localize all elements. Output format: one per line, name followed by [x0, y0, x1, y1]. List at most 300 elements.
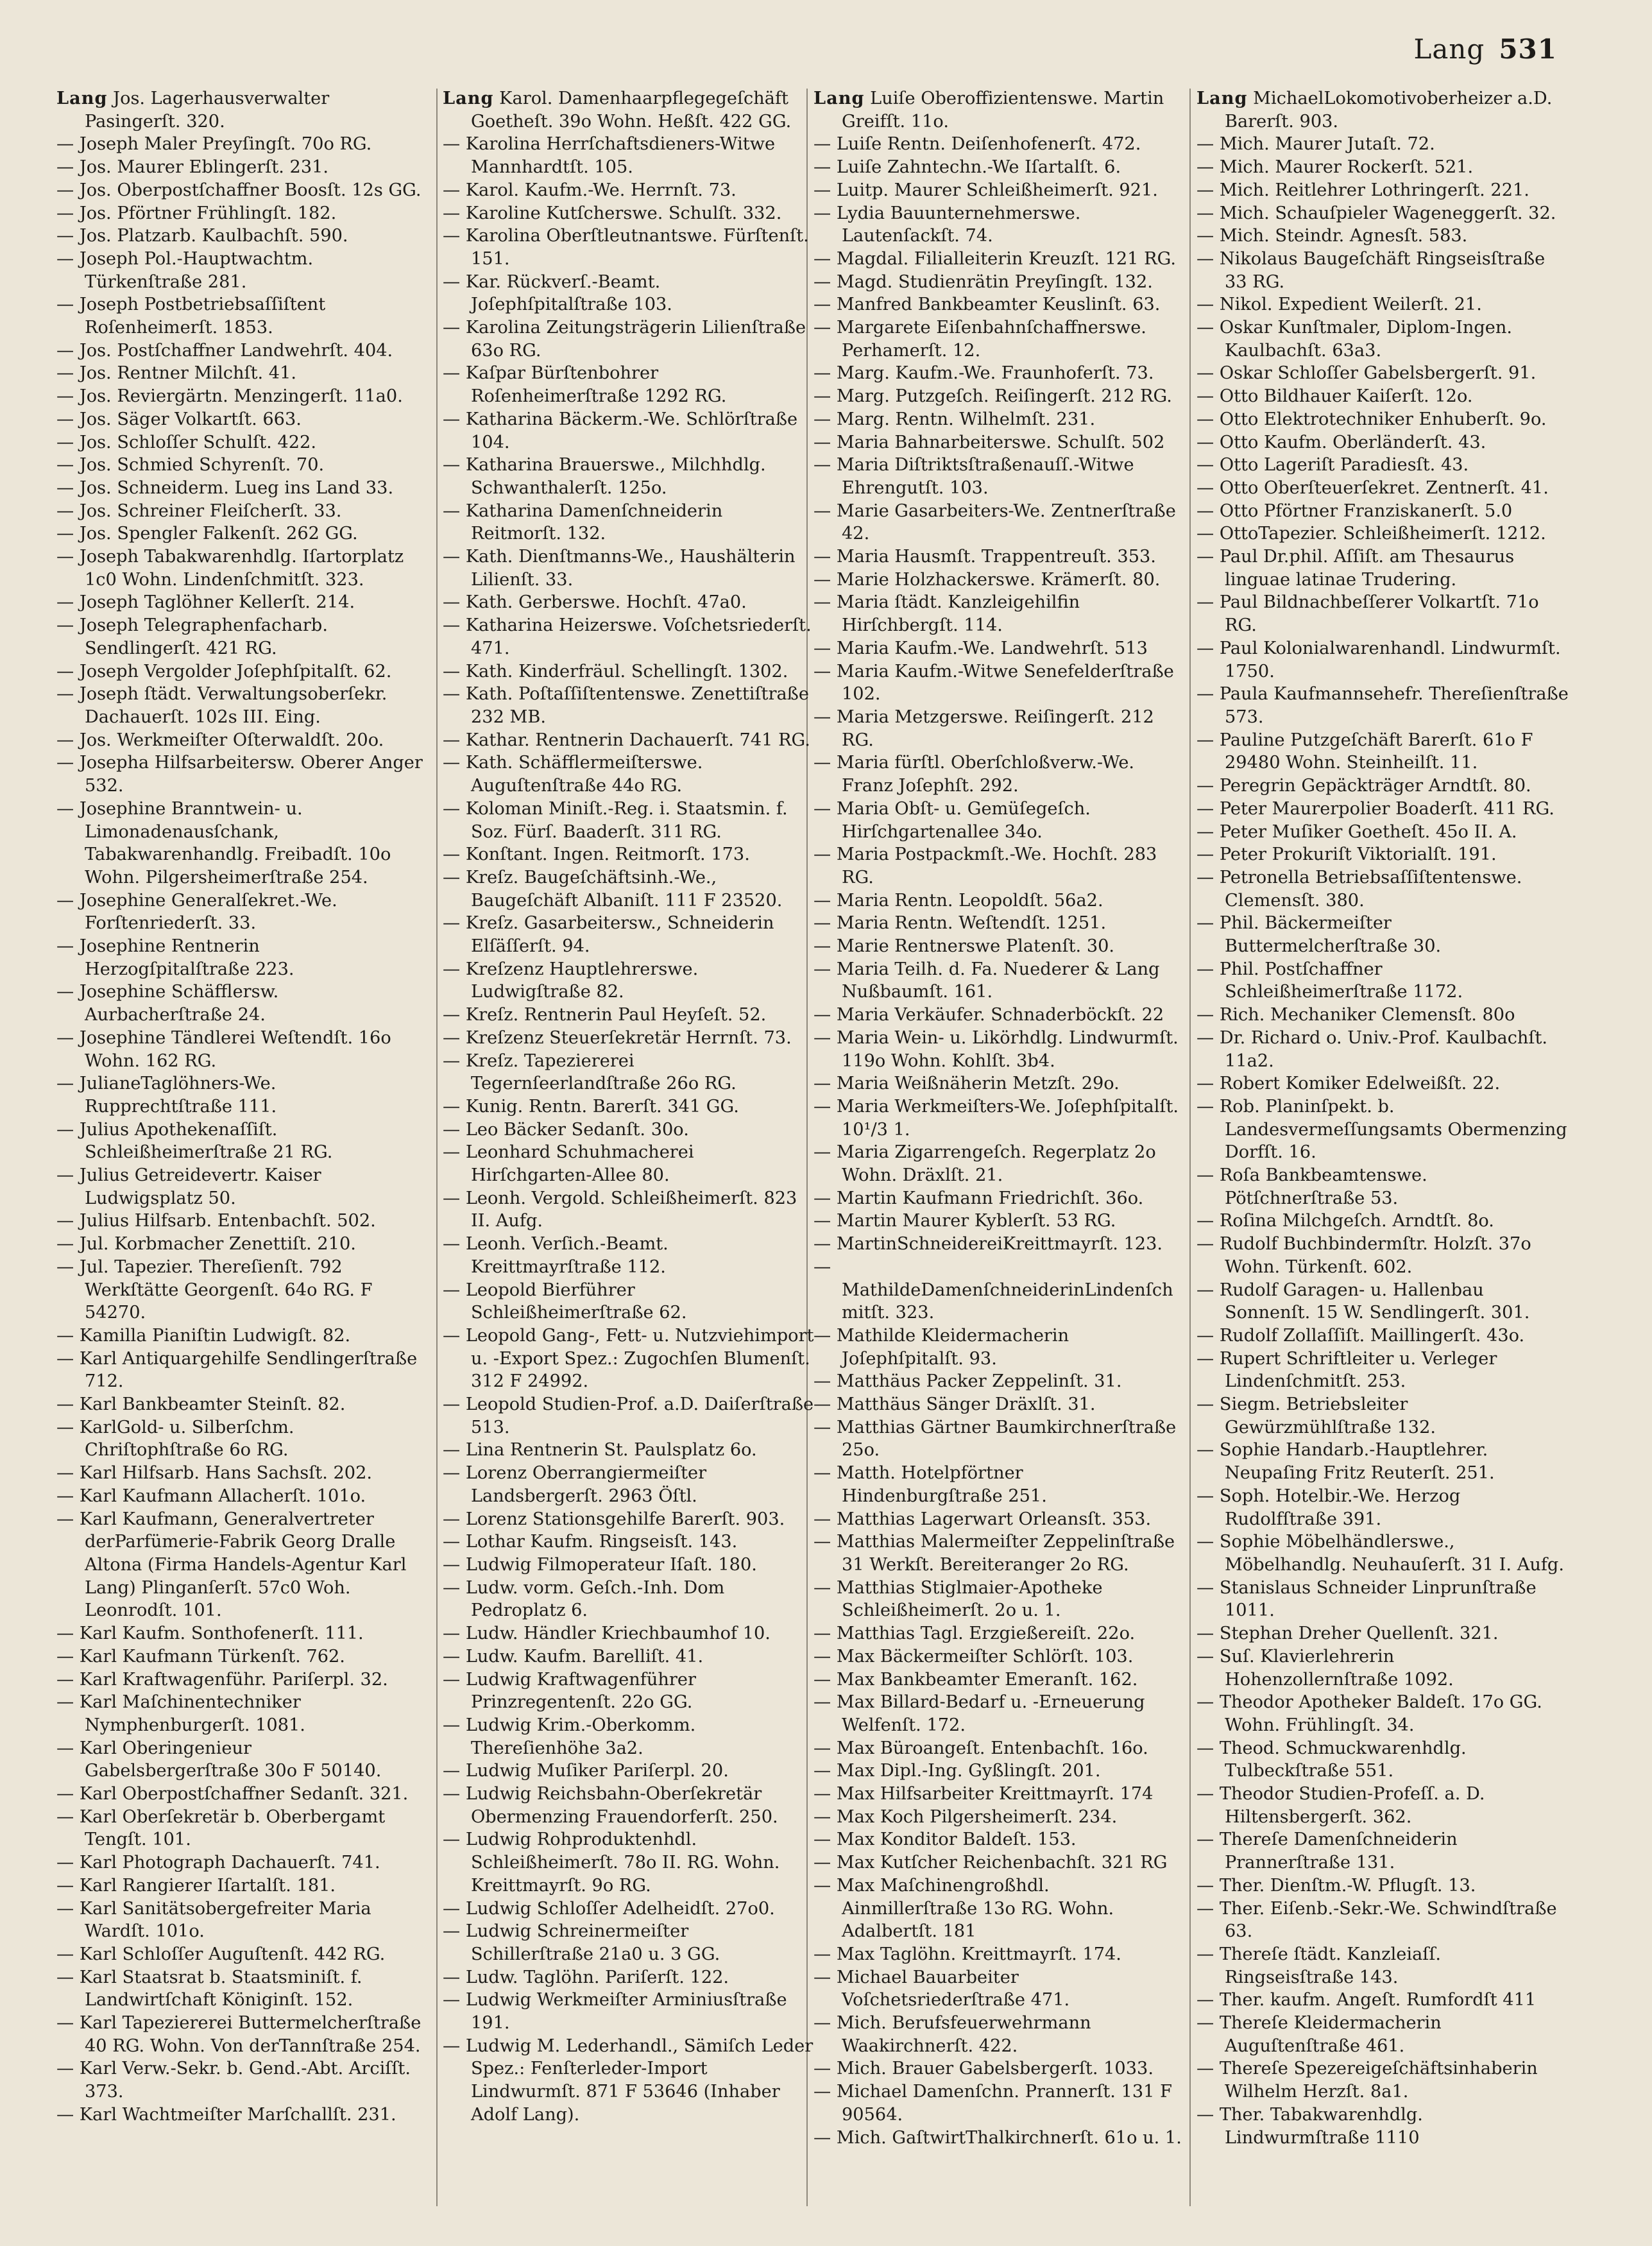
entry-text: — Stanislaus Schneider Linprunſtraße 1011. [1196, 1577, 1537, 1621]
directory-entry [1196, 362, 1569, 385]
directory-entry [56, 1645, 429, 1668]
entry-text: — Karolina Oberſtleutnantswe. Fürſtenſt. 151. [443, 226, 809, 269]
directory-entry [813, 248, 1186, 271]
entry-text: — Jos. Säger Volkartſt. 663. [56, 409, 302, 429]
page-number: 531 [1499, 33, 1557, 65]
entry-text: — Kamilla Pianiſtin Ludwigſt. 82. [56, 1325, 351, 1346]
directory-entry [56, 2104, 429, 2127]
directory-entry [56, 1622, 429, 1645]
directory-entry [56, 614, 429, 660]
entry-text: — Otto Pförtner Franziskanerſt. 5.0 [1196, 501, 1513, 521]
entry-text: — Sophie Handarb.-Hauptlehrer. Neupaſing Fritz Reuterſt. 251. [1196, 1440, 1495, 1484]
entry-text: — Karolina Herrſchaftsdieners-Witwe Mannhardtſt. 105. [443, 134, 776, 178]
entry-text: — Sophie Möbelhändlerswe., Möbelhandlg. Neuhauſerſt. 31 I. Aufg. [1196, 1532, 1564, 1575]
directory-entry [443, 1898, 815, 1921]
directory-entry [813, 2057, 1186, 2080]
directory-entry [813, 1943, 1186, 1966]
entry-text: — Julius Apothekenaſſiſt. Schleißheimerſtraße 21 RG. [56, 1119, 333, 1163]
entry-text: — Thereſe Spezereigeſchäftsinhaberin Wilhelm Herzſt. 8a1. [1196, 2059, 1538, 2102]
entry-text: — Matthias Lagerwart Orleansſt. 353. [813, 1509, 1152, 1529]
entry-text: — Joseph ſtädt. Verwaltungsoberſekr. Dachauerſt. 102s III. Eing. [56, 684, 387, 727]
directory-entry [1196, 522, 1569, 545]
directory-entry [56, 729, 429, 752]
directory-entry [813, 385, 1186, 408]
directory-entry [443, 843, 815, 866]
entry-text: — Nikol. Expedient Weilerſt. 21. [1196, 295, 1482, 315]
directory-entry [56, 87, 429, 133]
directory-entry [813, 87, 1186, 133]
directory-entry [443, 362, 815, 407]
entry-text: — Karl Kaufm. Sonthofenerſt. 111. [56, 1624, 364, 1644]
entry-text: — Katharina Damenſchneiderin Reitmorſt. 132. [443, 501, 723, 544]
entry-text: — Karl Verw.-Sekr. b. Gend.-Abt. Arciſſt. 373. [56, 2059, 411, 2102]
directory-entry [443, 1508, 815, 1531]
directory-entry [813, 202, 1186, 248]
entry-text: — Maria Zigarrengeſch. Regerplatz 2o Wohn. Dräxlſt. 21. [813, 1142, 1156, 1186]
directory-entry [443, 751, 815, 797]
entry-text: — Kath. Schäfflermeiſterswe. Auguſtenſtraße 44o RG. [443, 753, 703, 796]
entry-text: — Ther. kaufm. Angeſt. Rumfordſt 411 [1196, 1990, 1537, 2010]
directory-entry [56, 293, 429, 339]
entry-text: — Karl Kaufmann Allacherſt. 101o. [56, 1486, 366, 1506]
directory-entry [1196, 1622, 1569, 1645]
entry-text: — MartinSchneidereiKreittmayrſt. 123. [813, 1234, 1163, 1255]
directory-entry [1196, 821, 1569, 844]
directory-entry [56, 889, 429, 935]
column-divider [1189, 89, 1191, 2206]
directory-entry [56, 1966, 429, 2012]
directory-entry [443, 1622, 815, 1645]
entry-text: — Leo Bäcker Sedanſt. 30o. [443, 1119, 689, 1140]
directory-entry [813, 271, 1186, 294]
entry-text: — Otto Bildhauer Kaiſerſt. 12o. [1196, 386, 1473, 407]
entry-text: — Karol. Kaufm.-We. Herrnſt. 73. [443, 180, 737, 200]
directory-entry [56, 362, 429, 385]
directory-entry [443, 729, 815, 752]
entry-text: — Petronella Betriebsaſſiſtentenswe. Clemensſt. 380. [1196, 867, 1522, 911]
entry-text: — Matthias Stiglmaier-Apotheke Schleißheimerſt. 2o u. 1. [813, 1577, 1103, 1621]
directory-entry [443, 798, 815, 843]
directory-entry [813, 1462, 1186, 1507]
entry-text: — Ludwig Muſiker Pariſerpl. 20. [443, 1761, 729, 1781]
entry-text: — Otto Elektrotechniker Enhuberſt. 9o. [1196, 409, 1547, 429]
entry-text: — Rupert Schriftleiter u. Verleger Lindenſchmitſt. 253. [1196, 1348, 1497, 1392]
entry-text: — Ther. Tabakwarenhdlg. Lindwurmſtraße 1110 [1196, 2104, 1423, 2148]
entry-text: — Lothar Kaufm. Ringseisſt. 143. [443, 1532, 738, 1552]
directory-entry [443, 545, 815, 591]
entry-text: — Kath. Gerberswe. Hochſt. 47a0. [443, 592, 747, 613]
entry-text: — Mich. GaſtwirtThalkirchnerſt. 61o u. 1. [813, 2127, 1182, 2148]
directory-entry [1196, 866, 1569, 912]
directory-entry [56, 133, 429, 156]
directory-entry [813, 1210, 1186, 1233]
entry-surname: Lang [813, 88, 865, 108]
directory-entry [443, 408, 815, 454]
directory-entry [813, 431, 1186, 454]
directory-entry [813, 1530, 1186, 1576]
entry-text: — Maria Verkäufer. Schnaderböckſt. 22 [813, 1005, 1164, 1025]
directory-entry [813, 1370, 1186, 1393]
entry-text: — Jul. Tapezier. Thereſienſt. 792 Werkſtätte Georgenſt. 64o RG. F 54270. [56, 1256, 373, 1323]
entry-text: — Josephine Schäfflersw. Aurbacherſtraße 24. [56, 982, 279, 1025]
entry-text: — Marie Holzhackerswe. Krämerſt. 80. [813, 569, 1161, 590]
directory-entry [1196, 1828, 1569, 1874]
directory-entry [1196, 545, 1569, 591]
entry-text: — Karl Maſchinentechniker Nymphenburgerſt. 1081. [56, 1692, 305, 1735]
directory-entry [443, 1393, 815, 1439]
directory-entry [56, 1256, 429, 1324]
directory-entry [443, 1233, 815, 1278]
entry-text: — Theodor Studien-Profeſſ. a. D. Hiltensbergerſt. 362. [1196, 1784, 1485, 1827]
directory-entry [1196, 1210, 1569, 1233]
directory-entry [56, 1508, 429, 1623]
entry-text: — Mich. Schauſpieler Wageneggerſt. 32. [1196, 203, 1556, 223]
entry-text: — Rudolf Buchbindermſtr. Holzſt. 37o Wohn. Türkenſt. 602. [1196, 1234, 1531, 1277]
directory-entry [443, 912, 815, 957]
entry-text: — Maria Hausmſt. Trappentreuſt. 353. [813, 547, 1156, 567]
directory-entry [443, 1141, 815, 1187]
directory-entry [443, 454, 815, 499]
directory-entry [443, 316, 815, 362]
entry-text: — Kaſpar Bürſtenbohrer Roſenheimerſtraße 1292 RG. [443, 363, 727, 407]
directory-entry [443, 202, 815, 225]
directory-entry [1196, 454, 1569, 477]
directory-entry [56, 1874, 429, 1898]
directory-entry [56, 431, 429, 454]
directory-entry [56, 683, 429, 728]
entry-text: — Julius Getreidevertr. Kaiser Ludwigsplatz 50. [56, 1165, 321, 1208]
directory-entry [813, 1256, 1186, 1324]
entry-text: — Martin Kaufmann Friedrichſt. 36o. [813, 1188, 1144, 1208]
entry-text: — Paul Dr.phil. Aſſiſt. am Thesaurus linguae latinae Trudering. [1196, 547, 1515, 590]
directory-entry [56, 408, 429, 431]
directory-entry [1196, 1943, 1569, 1989]
directory-entry [443, 1050, 815, 1095]
directory-entry [56, 385, 429, 408]
directory-entry [1196, 133, 1569, 156]
entry-text: — Kath. Dienſtmanns-We., Haushälterin Lilienſt. 33. [443, 547, 796, 590]
entry-text: — OttoTapezier. Schleißheimerſt. 1212. [1196, 524, 1546, 544]
entry-text: — Kathar. Rentnerin Dachauerſt. 741 RG. [443, 730, 810, 750]
entry-text: — Karolina Zeitungsträgerin Lilienſtraße 63o RG. [443, 318, 806, 361]
entry-text: — Karl Wachtmeiſter Marſchallſt. 231. [56, 2104, 396, 2125]
directory-entry [813, 1095, 1186, 1141]
entry-text: — Marg. Kaufm.-We. Fraunhoferſt. 73. [813, 363, 1154, 384]
entry-text: — Jos. Werkmeiſter Oſterwaldſt. 20o. [56, 730, 384, 750]
entry-text: — Mich. Maurer Jutaſt. 72. [1196, 134, 1435, 155]
entry-text: — Max Bankbeamter Emeranſt. 162. [813, 1669, 1138, 1690]
entry-text: — Karl Sanitätsobergefreiter Maria Wardſt. 101o. [56, 1898, 371, 1942]
directory-entry [813, 545, 1186, 569]
directory-entry [56, 1806, 429, 1851]
entry-text: — Mich. Berufsfeuerwehrmann Waakirchnerſt. 422. [813, 2013, 1091, 2056]
entry-text: — Rich. Mechaniker Clemensſt. 80o [1196, 1005, 1515, 1025]
directory-entry [1196, 1577, 1569, 1622]
directory-entry [1196, 1393, 1569, 1439]
directory-entry [443, 500, 815, 545]
directory-entry [443, 1027, 815, 1050]
column-divider [436, 89, 438, 2206]
entry-text: — Josephine Tändlerei Weſtendſt. 16o Wohn. 162 RG. [56, 1027, 391, 1071]
directory-entry [813, 1416, 1186, 1462]
entry-text: — Jos. Reviergärtn. Menzingerſt. 11a0. [56, 386, 403, 407]
entry-text: — Ludwig Krim.-Oberkomm. Thereſienhöhe 3a2. [443, 1715, 696, 1758]
directory-entry [56, 1485, 429, 1508]
directory-entry [56, 1943, 429, 1966]
directory-entry [813, 1851, 1186, 1874]
entry-text: Luiſe Oberoffizientenswe. Martin Greifſt. 11o. [842, 89, 1164, 132]
directory-entry [56, 248, 429, 293]
directory-entry [56, 179, 429, 202]
entry-text: — Ludwig Schloſſer Adelheidſt. 27o0. [443, 1898, 775, 1919]
directory-entry [1196, 2057, 1569, 2103]
directory-entry [1196, 1027, 1569, 1072]
entry-text: — Roſa Bankbeamtenswe. Pötſchnerſtraße 53. [1196, 1165, 1427, 1208]
directory-entry [56, 1416, 429, 1462]
entry-text: — Theod. Schmuckwarenhdlg. Tulbeckſtraße 551. [1196, 1738, 1467, 1781]
entry-text: — Ludwig Schreinermeiſter Schillerſtraße 21a0 u. 3 GG. [443, 1921, 720, 1964]
directory-entry [813, 1760, 1186, 1783]
entry-text: — Jos. Maurer Eblingerſt. 231. [56, 157, 329, 178]
directory-entry [56, 1668, 429, 1692]
entry-text: — Ludwig Werkmeiſter Arminiusſtraße 191. [443, 1990, 787, 2034]
directory-entry [1196, 798, 1569, 821]
directory-entry [813, 408, 1186, 431]
entry-text: — Leonhard Schuhmacherei Hirſchgarten-Allee 80. [443, 1142, 694, 1186]
entry-text: — Lorenz Oberrangiermeiſter Landsbergerſt. 2963 Öſtl. [443, 1463, 707, 1506]
directory-entry [1196, 385, 1569, 408]
entry-text: — Thereſe ſtädt. Kanzleiaſſ. Ringseisſtraße 143. [1196, 1944, 1442, 1987]
entry-text: — Leopold Studien-Prof. a.D. Daiſerſtraße 513. [443, 1394, 814, 1437]
entry-text: — Joseph Tabakwarenhdlg. Iſartorplatz 1c0 Wohn. Lindenſchmitſt. 323. [56, 547, 404, 590]
directory-entry [1196, 1645, 1569, 1691]
entry-text: — Kreſz. Baugeſchäftsinh.-We., Baugeſchäft Albaniſt. 111 F 23520. [443, 867, 783, 911]
directory-entry [56, 500, 429, 523]
directory-entry [56, 1851, 429, 1874]
entry-text: — Kreſzenz Steuerſekretär Herrnſt. 73. [443, 1027, 792, 1048]
entry-text: — Ludwig Reichsbahn-Oberſekretär Obermenzing Frauendorferſt. 250. [443, 1784, 778, 1827]
directory-entry [813, 751, 1186, 797]
directory-entry [56, 339, 429, 363]
directory-entry [813, 1737, 1186, 1760]
entry-text: — Pauline Putzgeſchäft Barerſt. 61o F 29480 Wohn. Steinheilſt. 11. [1196, 730, 1533, 773]
entry-text: — Joseph Postbetriebsaſſiſtent Roſenheimerſt. 1853. [56, 295, 326, 338]
entry-text: — Karl Tapeziererei Buttermelcherſtraße 40 RG. Wohn. Von derTannſtraße 254. [56, 2013, 422, 2056]
directory-entry [443, 1668, 815, 1714]
entry-text: — Katharina Bäckerm.-We. Schlörſtraße 104. [443, 409, 798, 452]
entry-text: — Josepha Hilfsarbeitersw. Oberer Anger 532. [56, 753, 423, 796]
entry-text: — Magdal. Filialleiterin Kreuzſt. 121 RG. [813, 248, 1176, 269]
directory-entry [813, 591, 1186, 637]
directory-entry [813, 316, 1186, 362]
entry-text: — Matth. Hotelpförtner Hindenburgſtraße 251. [813, 1463, 1047, 1506]
entry-text: — Maria Rentn. Leopoldſt. 56a2. [813, 890, 1103, 911]
directory-entry [56, 225, 429, 248]
directory-entry [813, 889, 1186, 913]
directory-entry [1196, 477, 1569, 500]
entry-text: — Matthias Gärtner Baumkirchnerſtraße 25o. [813, 1417, 1177, 1461]
entry-text: — Marie Gasarbeiters-We. Zentnerſtraße 42. [813, 501, 1176, 544]
directory-entry [443, 2035, 815, 2127]
directory-entry [813, 1187, 1186, 1210]
directory-entry [56, 1210, 429, 1233]
entry-text: — Max Büroangeſt. Entenbachſt. 16o. [813, 1738, 1148, 1758]
entry-text: — Ludwig Rohproduktenhdl. Schleißheimerſt. 78o II. RG. Wohn. Kreittmayrſt. 9o RG. [443, 1830, 780, 1896]
entry-text: — Margarete Eiſenbahnſchaffnerswe. Perhamerſt. 12. [813, 318, 1146, 361]
directory-entry [443, 1760, 815, 1783]
entry-text: — Karl Photograph Dachauerſt. 741. [56, 1853, 380, 1873]
entry-text: — Paul Bildnachbeſſerer Volkartſt. 71o RG. [1196, 592, 1539, 636]
entry-text: — Lina Rentnerin St. Paulsplatz 6o. [443, 1440, 757, 1461]
entry-text: — Leopold Bierführer Schleißheimerſtraße 62. [443, 1280, 687, 1323]
directory-entry [1196, 1095, 1569, 1164]
directory-entry [813, 1828, 1186, 1851]
directory-entry [443, 1714, 815, 1760]
directory-entry [56, 981, 429, 1026]
directory-entry [443, 1119, 815, 1142]
entry-text: — Otto Kaufm. Oberländerſt. 43. [1196, 432, 1486, 452]
entry-text: — Otto Oberſteuerſekret. Zentnerſt. 41. [1196, 477, 1549, 498]
entry-text: — Maria Kaufm.-We. Landwehrſt. 513 [813, 638, 1148, 658]
entry-text: — Magd. Studienrätin Preyſingſt. 132. [813, 271, 1153, 292]
entry-text: — Maria Postpackmſt.-We. Hochſt. 283 RG. [813, 844, 1157, 887]
directory-entry [443, 87, 815, 133]
directory-entry [443, 1187, 815, 1233]
entry-text: — Karl Hilfsarb. Hans Sachsſt. 202. [56, 1463, 373, 1484]
entry-text: — Karl Oberingenieur Gabelsbergerſtraße 30o F 50140. [56, 1738, 382, 1781]
directory-entry [1196, 1004, 1569, 1027]
directory-entry [443, 225, 815, 270]
directory-entry [56, 798, 429, 889]
entry-text: — Karl Oberpostſchaffner Sedanſt. 321. [56, 1784, 409, 1805]
entry-text: — Jos. Schloſſer Schulſt. 422. [56, 432, 316, 452]
directory-entry [813, 1393, 1186, 1416]
entry-text: — Otto Lageriſt Paradiesſt. 43. [1196, 455, 1469, 476]
directory-entry [813, 912, 1186, 935]
directory-entry [1196, 1898, 1569, 1943]
entry-text: — Manfred Bankbeamter Keuslinſt. 63. [813, 295, 1161, 315]
directory-entry [443, 1439, 815, 1462]
directory-entry [1196, 1324, 1569, 1348]
entry-text: — Leonh. Verſich.-Beamt. Kreittmayrſtraße 112. [443, 1234, 668, 1277]
directory-entry [1196, 1783, 1569, 1828]
entry-text: — Ludwig Kraftwagenführer Prinzregentenſt. 22o GG. [443, 1669, 696, 1713]
entry-text: — Joseph Vergolder Joſephſpitalſt. 62. [56, 661, 392, 682]
entry-text: — Jos. Platzarb. Kaulbachſt. 590. [56, 226, 348, 246]
entry-text: — Marg. Putzgeſch. Reiſingerſt. 212 RG. [813, 386, 1172, 407]
entry-text: — Siegm. Betriebsleiter Gewürzmühlſtraße 132. [1196, 1394, 1436, 1437]
entry-text: — Lydia Bauunternehmerswe. Lautenſackſt. 74. [813, 203, 1081, 246]
entry-text: — Karl Kraftwagenführ. Pariſerpl. 32. [56, 1669, 388, 1690]
entry-text: — Karl Kaufmann, Generalvertreter derParfümerie-Fabrik Georg Dralle Altona (Firma Handels-Agentur Karl Lang) Plinganſerſt. 57c0 Woh. Leonrodſt. 101. [56, 1509, 407, 1621]
directory-entry [443, 1462, 815, 1507]
directory-entry [1196, 1279, 1569, 1324]
entry-text: — Max Konditor Baldeſt. 153. [813, 1830, 1077, 1850]
entry-text: — Maria Weißnäherin Metzſt. 29o. [813, 1074, 1120, 1094]
directory-entry [443, 683, 815, 728]
entry-text: — Mich. Maurer Rockerſt. 521. [1196, 157, 1474, 178]
directory-entry [443, 1966, 815, 1989]
entry-text: — Karl Rangierer Iſartalſt. 181. [56, 1875, 336, 1896]
directory-entry [1196, 225, 1569, 248]
directory-entry [56, 477, 429, 500]
directory-entry [443, 1645, 815, 1668]
entry-text: — Rudolf Zollaſſiſt. Maillingerſt. 43o. [1196, 1325, 1525, 1346]
directory-entry [56, 545, 429, 591]
directory-entry [56, 1119, 429, 1164]
directory-entry [813, 1072, 1186, 1095]
page-header [1413, 33, 1557, 65]
entry-text: — Luitp. Maurer Schleißheimerſt. 921. [813, 180, 1158, 200]
directory-entry [813, 1233, 1186, 1256]
directory-entry [1196, 202, 1569, 225]
directory-entry [1196, 912, 1569, 957]
directory-entry [443, 1279, 815, 1324]
directory-entry [1196, 500, 1569, 523]
entry-text: — Peter Prokuriſt Viktorialſt. 191. [1196, 844, 1497, 865]
directory-entry [56, 1691, 429, 1736]
entry-text: — Joseph Pol.-Hauptwachtm. Türkenſtraße 281. [56, 248, 314, 292]
directory-entry [813, 362, 1186, 385]
directory-entry [1196, 1072, 1569, 1095]
directory-entry [1196, 1233, 1569, 1278]
directory-entry [813, 2012, 1186, 2057]
entry-text: — Oskar Kunſtmaler, Diplom-Ingen. Kaulbachſt. 63a3. [1196, 318, 1513, 361]
entry-text: — Luiſe Rentn. Deiſenhofenerſt. 472. [813, 134, 1141, 155]
directory-entry [813, 500, 1186, 545]
entry-text: — Thereſe Damenſchneiderin Prannerſtraße 131. [1196, 1830, 1458, 1873]
directory-entry [56, 1324, 429, 1348]
directory-entry [813, 1783, 1186, 1806]
directory-entry [1196, 729, 1569, 775]
entry-text: — Jul. Korbmacher Zenettiſt. 210. [56, 1234, 356, 1255]
entry-text: — Nikolaus Baugeſchäft Ringseisſtraße 33 RG. [1196, 248, 1546, 292]
entry-text: — Max Billard-Bedarf u. -Erneuerung Welfenſt. 172. [813, 1692, 1145, 1735]
entry-text: — Ludwig M. Lederhandl., Sämiſch Leder Spez.: Fenſterleder-Import Lindwurmſt. 871 F 53646 (Inhaber Adolf Lang). [443, 2036, 813, 2125]
directory-entry [1196, 293, 1569, 316]
entry-surname: Lang [56, 88, 108, 108]
entry-text: — Maria Werkmeiſters-We. Joſephſpitalſt. 10¹/3 1. [813, 1096, 1179, 1140]
directory-entry [813, 2080, 1186, 2126]
entry-text: — Soph. Hotelbir.-We. Herzog Rudolfſtraße 391. [1196, 1486, 1461, 1529]
directory-entry [813, 660, 1186, 706]
entry-text: — Matthäus Sänger Dräxlſt. 31. [813, 1394, 1096, 1415]
entry-text: — Phil. Bäckermeiſter Buttermelcherſtraße 30. [1196, 913, 1442, 957]
directory-entry [443, 660, 815, 683]
entry-text: — Ludwig Filmoperateur Iſaſt. 180. [443, 1555, 757, 1575]
directory-entry [56, 1462, 429, 1485]
entry-text: — Peregrin Gepäckträger Arndtſt. 80. [1196, 776, 1531, 796]
entry-text: — Suſ. Klavierlehrerin Hohenzollernſtraße 1092. [1196, 1646, 1454, 1690]
directory-entry [443, 1004, 815, 1027]
directory-entry [813, 1874, 1186, 1943]
directory-entry [813, 1645, 1186, 1668]
directory-entry [813, 1004, 1186, 1027]
directory-entry [443, 271, 815, 316]
entry-text: — Roſina Milchgeſch. Arndtſt. 8o. [1196, 1211, 1494, 1231]
entry-text: — Karl Staatsrat b. Staatsminiſt. f. Landwirtſchaft Königinſt. 152. [56, 1967, 362, 2010]
entry-text: — Thereſe Kleidermacherin Auguſtenſtraße 461. [1196, 2013, 1442, 2056]
directory-entry [1196, 775, 1569, 798]
entry-text: — Jos. Postſchaffner Landwehrſt. 404. [56, 340, 393, 361]
directory-entry [813, 706, 1186, 751]
entry-text: — Kreſzenz Hauptlehrerswe. Ludwigſtraße 82. [443, 959, 699, 1002]
directory-entry [443, 958, 815, 1004]
directory-entry [443, 1920, 815, 1966]
directory-entry [813, 637, 1186, 660]
entry-text: — Joseph Taglöhner Kellerſt. 214. [56, 592, 355, 613]
entry-text: — Ther. Eiſenb.-Sekr.-We. Schwindſtraße 63. [1196, 1898, 1557, 1942]
